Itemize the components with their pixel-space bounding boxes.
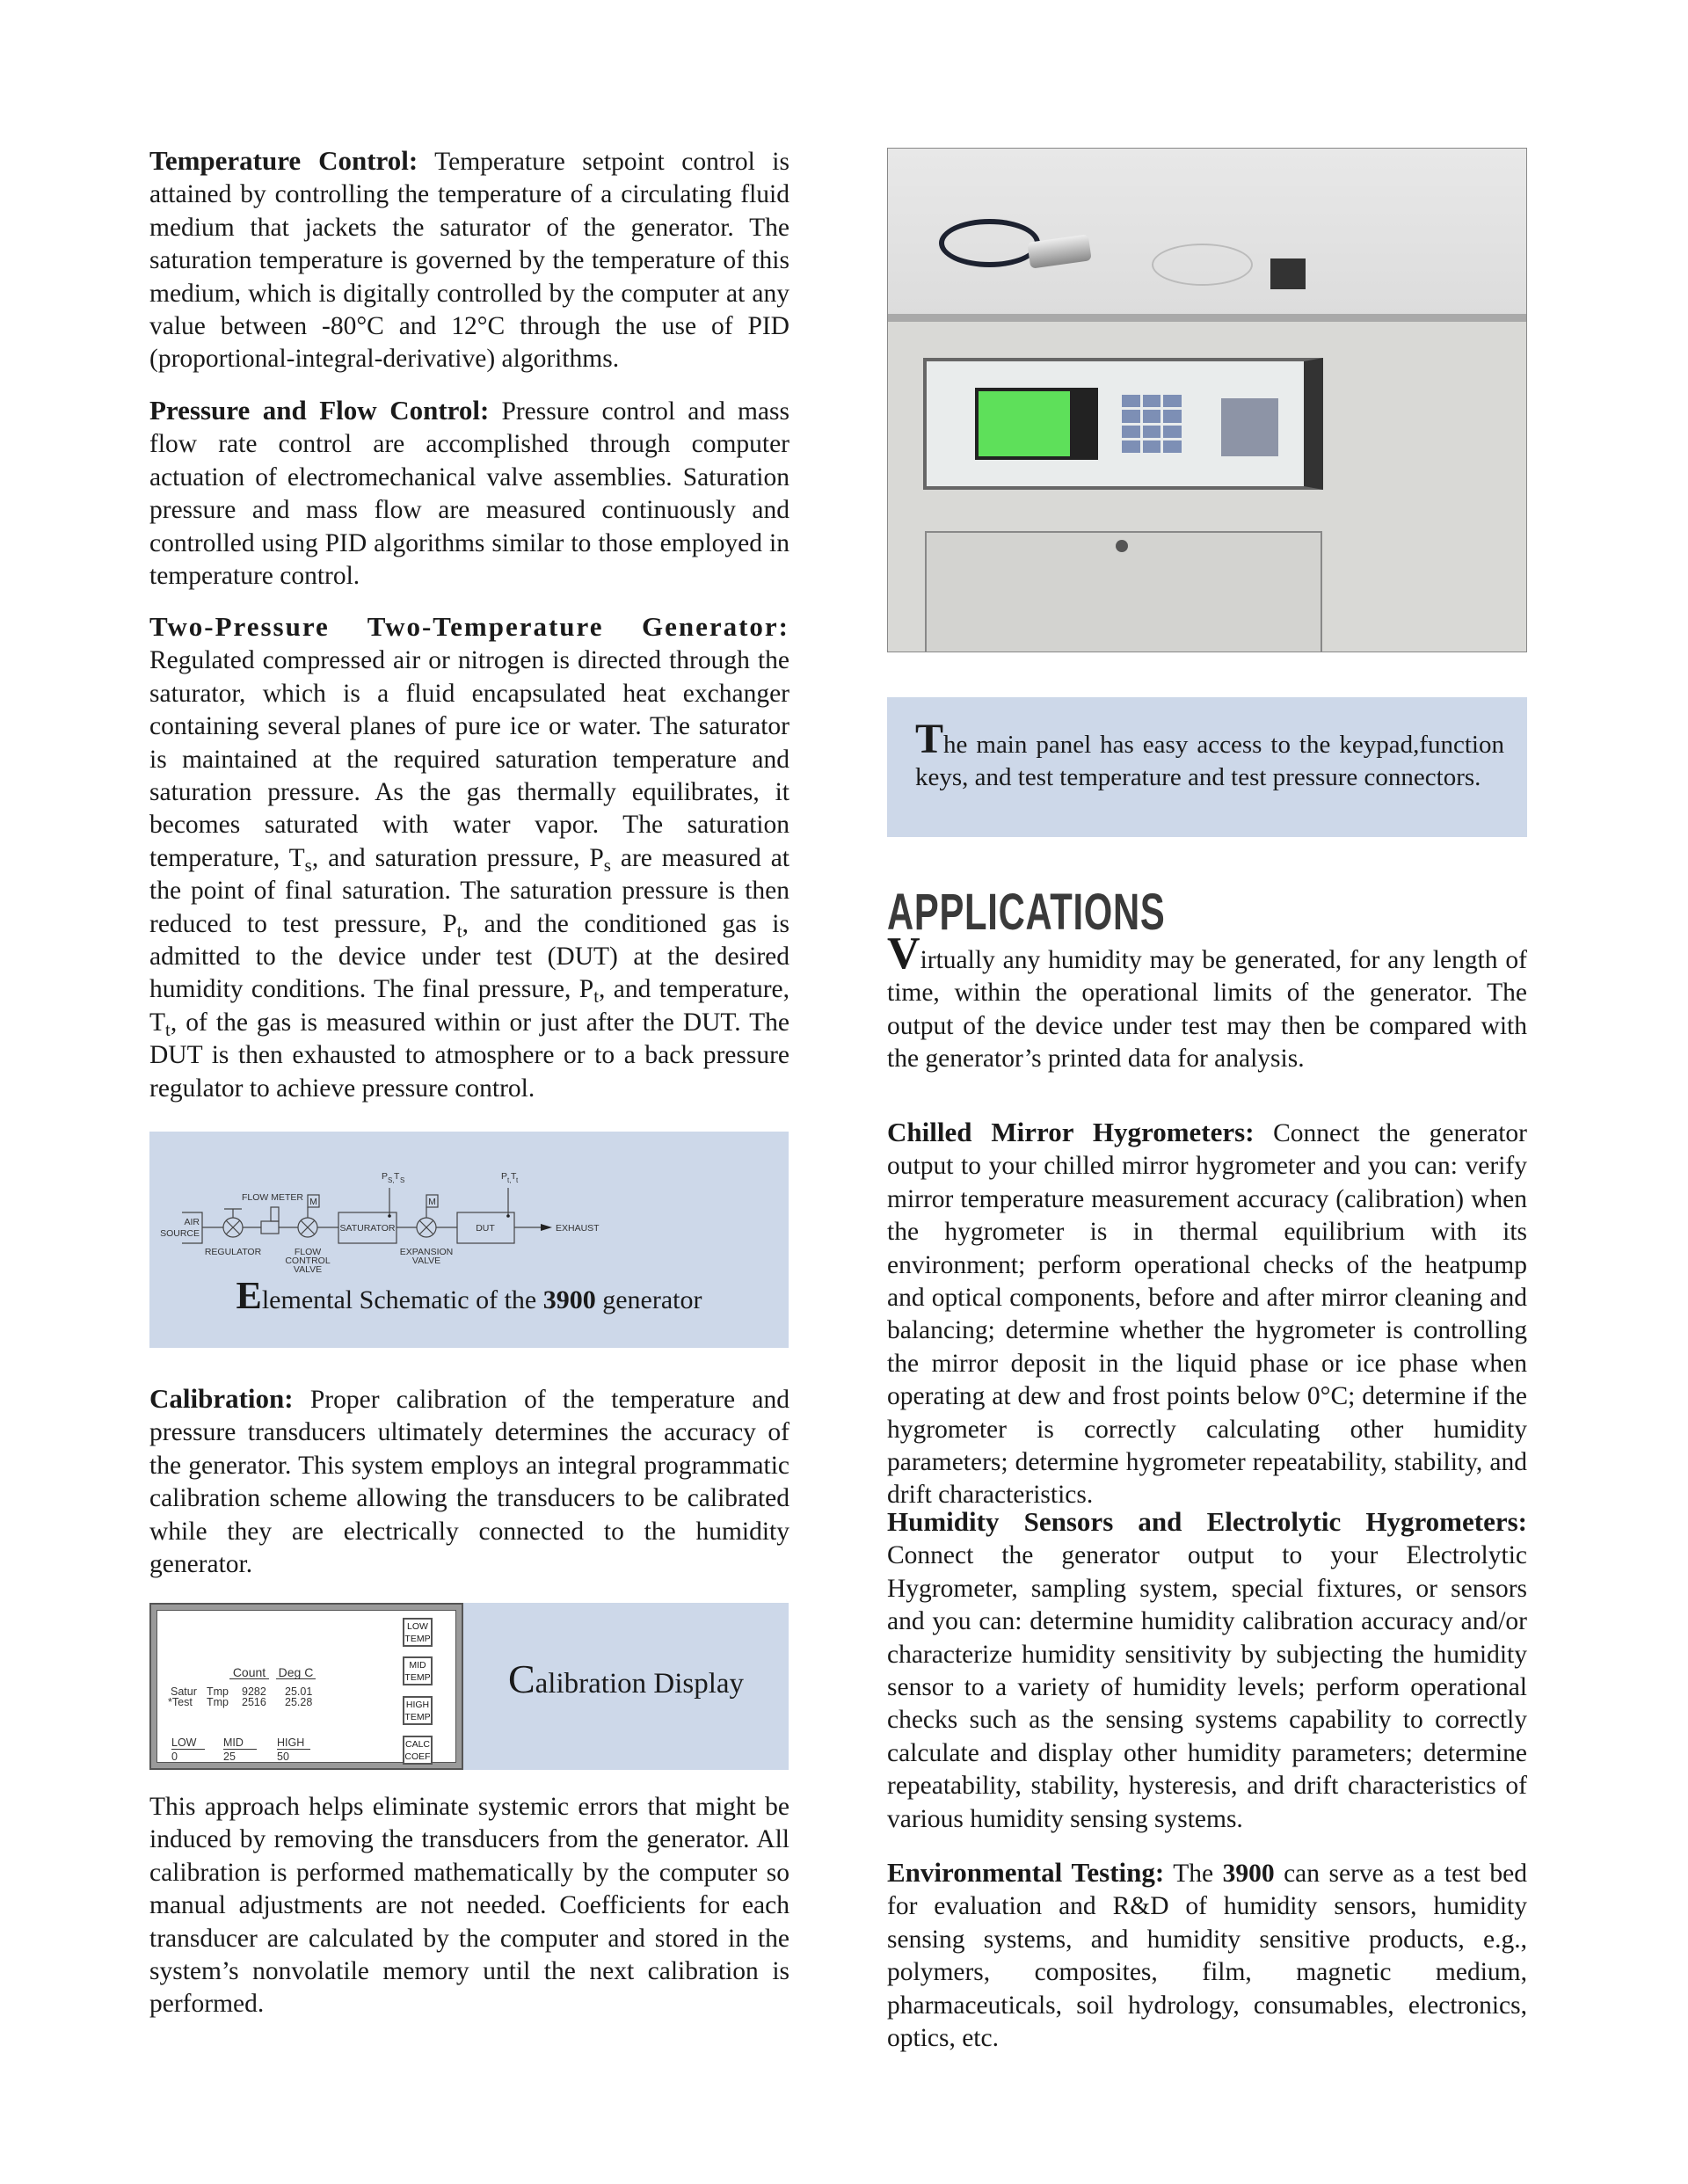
body: This approach helps eliminate systemic errors that might be induced by removing the transducers from the generator. All calibration is performed mathematically by the computer so manual adjustments are not needed. Coefficients for each transducer are calculated by the computer and stored in the system’s nonvolatile memory until the next calibration is performed. (149, 1793, 789, 2019)
body: , and saturation pressure, P (311, 843, 604, 872)
degc-header: Deg C (276, 1667, 316, 1679)
environmental-paragraph (887, 1856, 1527, 2055)
label-ts: T (394, 1171, 400, 1182)
label-pt: P (501, 1171, 508, 1182)
drop-cap: T (915, 716, 944, 762)
sub: t (593, 986, 600, 1008)
row-name: Satur (171, 1685, 197, 1698)
label-ts-sub: S (400, 1176, 405, 1184)
label-air: AIR (184, 1217, 200, 1227)
point-label: LOW (171, 1737, 205, 1750)
lcd-screen (979, 391, 1070, 456)
row-kind: Tmp (207, 1696, 229, 1708)
sub: s (304, 854, 312, 876)
probe-wire-icon (1152, 244, 1253, 286)
label-flow: FLOW (294, 1247, 322, 1257)
btn-line: MID (409, 1660, 426, 1671)
heading: Pressure and Flow Control: (149, 395, 490, 426)
pressure-flow-paragraph (149, 394, 789, 593)
low-temp-button[interactable] (403, 1618, 433, 1647)
lcd-bezel (975, 388, 1098, 460)
label-pt-sub: t, (507, 1176, 512, 1184)
heading: Calibration: (149, 1383, 294, 1414)
chilled-mirror-paragraph (887, 1116, 1527, 1512)
temperature-control-paragraph (149, 144, 789, 376)
body: , and temperature, T (149, 975, 789, 1037)
label-motor: M (428, 1197, 436, 1207)
photo-caption (915, 716, 1504, 795)
label-tt: T (511, 1171, 517, 1182)
heading: Humidity Sensors and Electrolytic Hygrometers: (887, 1506, 1527, 1537)
humidity-sensors-paragraph (887, 1505, 1527, 1836)
label-regulator: REGULATOR (204, 1247, 262, 1257)
cabinet-door (925, 531, 1322, 652)
keypad[interactable] (1122, 395, 1182, 453)
connector-panel (1221, 398, 1278, 456)
label-flow-meter: FLOW METER (242, 1192, 303, 1203)
caption-text: generator (595, 1285, 702, 1314)
two-pressure-paragraph (149, 610, 789, 1105)
point-label: MID (223, 1737, 257, 1750)
photo-edge (888, 314, 1527, 322)
schematic-figure (149, 1132, 789, 1348)
high-temp-button[interactable] (403, 1696, 433, 1725)
body: Connect the generator output to your chilled mirror hygrometer and you can: verify mirror temperature measurement accuracy (calibration) when the hygrometer is in thermal equilibrium with its environment; perform operational checks of the heatpump and optical components, before and after mirror cleaning and balancing; determine whether the hygrometer is controlling the mirror deposit in the liquid phase or ice phase when operating at dew and frost points below 0°C; determine if the hygrometer is correctly calculating other humidity parameters; determine hygrometer repeatability, stability, and drift characteristics. (887, 1119, 1527, 1510)
row-kind: Tmp (207, 1685, 229, 1698)
cable-icon (939, 219, 1040, 267)
row-degc: 25.01 (285, 1685, 313, 1698)
heading: Temperature Control: (149, 145, 418, 176)
calibration-figure (149, 1603, 789, 1770)
schematic-caption (149, 1274, 789, 1317)
body: Connect the generator output to your Electrolytic Hygrometer, sampling system, special fixtures, or sensors and you can: determine humidity calibration accuracy and/or characterize humidity sensitivity by subjecting the humidity sensor to a variety of humidity levels; perform operational checks such as the sensing systems capability to correctly calculate and display other humidity parameters; determine repeatability, stability, hysteresis, and drift characteristics of various humidity sensing systems. (887, 1541, 1527, 1833)
point-value: 25 (223, 1751, 236, 1763)
body: The (1164, 1860, 1223, 1888)
label-ps: P (382, 1171, 389, 1182)
label-ps-sub: S, (388, 1176, 395, 1184)
row-count: 2516 (242, 1696, 266, 1708)
calibration-paragraph (149, 1382, 789, 1581)
body: Temperature setpoint control is attained by controlling the temperature of a circulating fluid medium that jackets the saturator of the generator. The saturation temperature is governed by the temperature of this medium, which is digitally controlled by the computer at any value between -80°C and 12°C through the use of PID (proportional-integral-derivative) algorithms. (149, 148, 789, 374)
btn-line: COEF (404, 1751, 431, 1762)
body: , of the gas is measured within or just after the DUT. The DUT is then exhausted to atmosphere or to a back pressure regulator to achieve pressure control. (149, 1008, 789, 1103)
drop-cap: C (507, 1656, 535, 1701)
caption-text: he main panel has easy access to the keypad,function keys, and test temperature and test pressure connectors. (915, 731, 1504, 792)
count-header: Count (229, 1667, 269, 1679)
drop-cap: E (236, 1274, 262, 1317)
clamp-icon (1270, 258, 1306, 289)
photo-caption-box (887, 697, 1527, 837)
caption-text: alibration Display (535, 1668, 745, 1700)
row-degc: 25.28 (285, 1696, 313, 1708)
btn-line: HIGH (405, 1700, 430, 1710)
label-saturator: SATURATOR (339, 1223, 396, 1234)
body: irtually any humidity may be generated, for any length of time, within the operational limits of the generator. The output of the device under test may then be compared with the generator’s printed data for analysis. (887, 946, 1527, 1074)
sub: s (603, 854, 611, 876)
point-value: 50 (277, 1751, 289, 1763)
calibration-screen-frame (149, 1603, 463, 1770)
drop-cap: V (887, 928, 920, 979)
sub: t (456, 920, 462, 942)
btn-line: TEMP (404, 1634, 431, 1644)
body: can serve as a test bed for evaluation and R&D of humidity sensors, humidity sensing systems, and humidity sensitive products, e.g., polymers, composites, film, magnetic medium, pharmaceuticals, soil hydrology, consumables, electronics, optics, etc. (887, 1860, 1527, 2053)
lock-icon (1116, 540, 1128, 552)
generator-photo (887, 148, 1527, 652)
body: are measured at the point of final saturation. The saturation pressure is then reduced to test pressure, P (149, 843, 789, 938)
label-control: CONTROL (285, 1256, 331, 1266)
caption-text: lemental Schematic of the (261, 1285, 543, 1314)
heading: Chilled Mirror Hygrometers: (887, 1117, 1255, 1147)
label-tt-sub: t (516, 1176, 519, 1184)
body: , and the conditioned gas is admitted to the device under test (DUT) at the desired humidity conditions. The final pressure, P (149, 909, 789, 1004)
btn-line: TEMP (404, 1672, 431, 1683)
label-exhaust: EXHAUST (556, 1223, 600, 1234)
body: Pressure control and mass flow rate control are accomplished through computer actuation of electromechanical valve assemblies. Saturation pressure and mass flow are measured continuously and controlled using PID algorithms similar to those employed in temperature control. (149, 397, 789, 591)
btn-line: TEMP (404, 1712, 431, 1722)
sub: t (165, 1018, 171, 1040)
mid-temp-button[interactable] (403, 1656, 433, 1685)
label-valve: VALVE (293, 1264, 323, 1275)
model-number: 3900 (1222, 1860, 1275, 1888)
label-dut: DUT (476, 1223, 495, 1234)
body: Proper calibration of the temperature and pressure transducers ultimately determines the accuracy of the generator. This system employs an integral programmatic calibration scheme allowing the transducers to be calibrated while they are electrically connected to the humidity generator. (149, 1386, 789, 1579)
calibration-caption (463, 1656, 789, 1701)
btn-line: CALC (404, 1739, 430, 1750)
point-value: 0 (171, 1751, 178, 1763)
label-valve: VALVE (411, 1256, 441, 1266)
heading: Environmental Testing: (887, 1857, 1165, 1888)
label-motor: M (309, 1197, 317, 1207)
intro-paragraph (887, 928, 1527, 1076)
label-source: SOURCE (160, 1228, 200, 1239)
heading: Two-Pressure Two-Temperature Generator: (149, 611, 789, 642)
caption-model: 3900 (542, 1285, 596, 1314)
applications-heading: APPLICATIONS (887, 884, 1166, 941)
calibration-screen (156, 1610, 456, 1763)
approach-paragraph (149, 1791, 789, 2021)
arrow-icon (541, 1224, 552, 1231)
label-expansion: EXPANSION (399, 1247, 454, 1257)
row-name: *Test (168, 1696, 193, 1708)
point-label: HIGH (277, 1737, 310, 1750)
btn-line: LOW (407, 1621, 428, 1632)
row-count: 9282 (242, 1685, 266, 1698)
calc-coef-button[interactable] (403, 1736, 433, 1765)
control-panel (923, 358, 1323, 490)
body: Regulated compressed air or nitrogen is directed through the saturator, which is a fluid encapsulated heat exchanger containing several planes of pure ice or water. The saturator is maintained at the required saturation temperature and saturation pressure. As the gas thermally equilibrates, it becomes saturated with water vapor. The saturation temperature, T (149, 646, 789, 872)
